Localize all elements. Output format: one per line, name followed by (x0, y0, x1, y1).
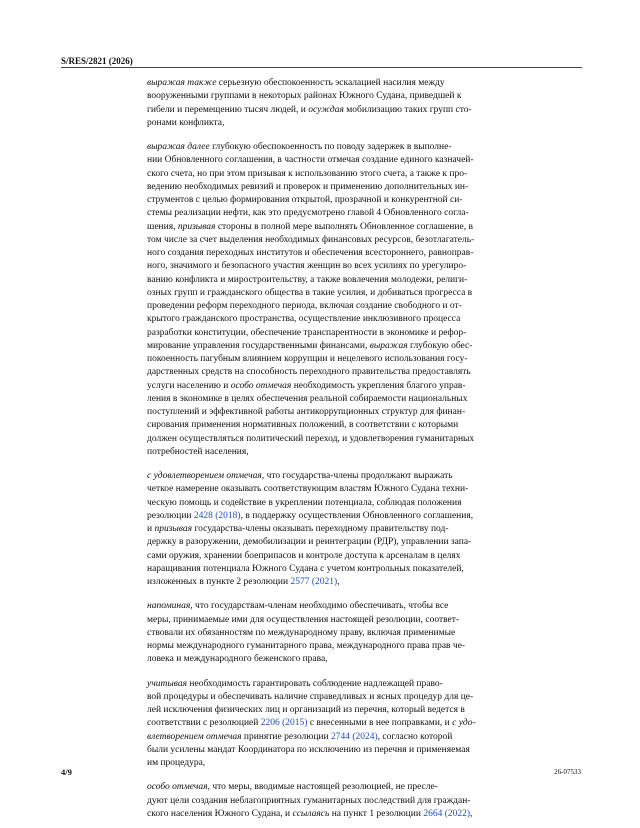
text-run: , в поддержку осуществления Обновленного соглашения, (240, 510, 474, 521)
header-rule (61, 67, 582, 68)
text-line (147, 117, 581, 130)
text-run: ского населения Южного Судана, и (147, 808, 293, 819)
text-run: потребностей населения, (147, 446, 249, 457)
italic-phrase: выражая (369, 340, 408, 351)
italic-phrase: учитывая (147, 678, 188, 689)
text-line (147, 717, 581, 730)
text-line (147, 353, 581, 366)
text-line (147, 563, 581, 576)
text-run: разработки конституции, обеспечение транспарентности в экономике и рефор- (147, 327, 467, 338)
text-line (147, 313, 581, 326)
text-run: стемы реализации нефти, как это предусмотрено главой 4 Обновленного согла- (147, 208, 469, 219)
text-run: дарственных средств на способность переходного правительства предоставлять (147, 367, 471, 378)
text-run: на пункт 1 резолюции (329, 808, 424, 819)
text-line (147, 154, 581, 167)
text-run: соответствии с резолюцией (147, 718, 261, 729)
text-run: мирование управления государственными финансами, (147, 340, 370, 351)
text-run: должен осуществляться политический переход, и удовлетворения гуманитарных (147, 433, 475, 444)
text-run: дуют цели создания неблагоприятных гуманитарных последствий для граждан- (147, 795, 471, 806)
text-line (147, 510, 581, 523)
resolution-link[interactable]: 2664 (2022) (423, 808, 471, 819)
text-run: , что меры, вводимые настоящей резолюцией, не пресле- (207, 782, 438, 793)
italic-phrase: особо отмечая (147, 782, 208, 793)
page-number: 4/9 (61, 767, 72, 777)
text-line (147, 757, 581, 770)
text-run: нии Обновленного соглашения, в частности отмечая создание единого казначей- (147, 155, 474, 166)
text-line (147, 704, 581, 717)
italic-phrase: выражая также (147, 78, 217, 88)
text-run: ного создания переходных институтов и обеспечения всестороннего, равноправ- (147, 248, 474, 258)
text-run: струментов с целью формирования открытой, прозрачной и конкурентной си- (147, 195, 463, 205)
text-line (147, 536, 581, 549)
text-line (147, 640, 581, 653)
italic-phrase: с удо- (452, 718, 476, 729)
text-run: глубокую обес- (407, 340, 473, 351)
italic-phrase: влетворением отмечая (147, 731, 242, 742)
text-run: ловека и международного беженского права, (147, 654, 328, 665)
text-run: крытого гражданского пространства, осуществление инклюзивного процесса (147, 314, 461, 325)
paragraph-gap (147, 667, 581, 678)
text-run: четкое намерение оказывать соответствующим властям Южного Судана техни- (147, 484, 469, 495)
text-line (147, 795, 581, 808)
text-run: нормы международного гуманитарного права, международного права прав че- (147, 641, 466, 651)
text-run: проведении реформ переходного периода, включая создание свободного и от- (147, 301, 462, 311)
text-run: с внесенными в нее поправками, и (307, 718, 453, 729)
text-line (147, 470, 581, 483)
text-run: были усилены мандат Координатора по исключению из перечня и применяемая (147, 744, 470, 755)
resolution-body (147, 77, 581, 821)
text-run: покоенность пагубным влиянием коррупции и нецелевого использования госу- (147, 354, 468, 364)
text-run: лей исключения физических лиц и организаций из перечня, который ведется в (147, 705, 465, 715)
text-run: , (337, 577, 340, 587)
text-run: резолюции (147, 510, 194, 521)
text-line (147, 433, 581, 446)
text-line (147, 194, 581, 207)
text-run: шения, (147, 221, 178, 232)
text-run: , согласно которой (377, 731, 453, 742)
text-run: услуги населению и (147, 380, 231, 391)
text-run: сами оружия, хранении боеприпасов и контроле доступа к арсеналам в целях (147, 550, 461, 561)
italic-phrase: призывая (154, 524, 193, 534)
text-line (147, 781, 581, 794)
text-run: поступлений и эффективной работы антикоррупционных структур для финан- (147, 407, 466, 417)
paragraph-gap (147, 770, 581, 781)
text-line (147, 653, 581, 666)
text-line (147, 627, 581, 640)
resolution-link[interactable]: 2577 (2021) (290, 577, 338, 587)
text-run: меры, принимаемые ими для осуществления настоящей резолюции, соответ- (147, 614, 460, 625)
text-run: принятие резолюции (241, 731, 331, 742)
document-code: 26-07533 (554, 768, 581, 776)
text-run: , что государства-члены продолжают выражать (261, 471, 453, 481)
text-run: ванию конфликта и миростроительству, а также вовлечения молодежи, религи- (147, 274, 468, 285)
italic-phrase: напоминая (147, 601, 191, 612)
text-line (147, 274, 581, 287)
resolution-link[interactable]: 2744 (2024) (330, 731, 378, 742)
resolution-link[interactable]: 2206 (2015) (260, 718, 308, 729)
text-line (147, 300, 581, 313)
text-run: ления в экономике в целях обеспечения реальной собираемости национальных (147, 393, 468, 404)
text-run: мобилизацию таких групп сто- (343, 104, 472, 115)
text-line (147, 419, 581, 432)
text-run: ронами конфликта, (147, 117, 225, 128)
text-line (147, 393, 581, 406)
text-run: том числе за счет выделения необходимых финансовых ресурсов, безотлагатель- (147, 234, 475, 245)
text-line (147, 614, 581, 627)
text-line (147, 406, 581, 419)
text-line (147, 181, 581, 194)
text-line (147, 77, 581, 90)
text-line (147, 260, 581, 273)
text-line (147, 221, 581, 234)
paragraph-gap (147, 589, 581, 600)
text-line (147, 207, 581, 220)
text-line (147, 327, 581, 340)
text-line (147, 550, 581, 563)
text-line (147, 483, 581, 496)
text-line (147, 234, 581, 247)
text-line (147, 247, 581, 260)
text-line (147, 168, 581, 181)
text-run: им процедура, (147, 758, 206, 768)
text-line (147, 744, 581, 757)
italic-phrase: особо отмечая (230, 380, 292, 391)
italic-phrase: ссылаясь (292, 808, 330, 819)
text-line (147, 497, 581, 510)
document-symbol: S/RES/2821 (2026) (61, 56, 133, 66)
text-run: серьезную обеспокоенность эскалацией насилия между (216, 78, 445, 88)
text-run: необходимость укрепления благого управ- (291, 380, 466, 391)
italic-phrase: с удовлетворением отмечая (147, 471, 262, 481)
text-line (147, 141, 581, 154)
text-run: и (147, 524, 155, 534)
italic-phrase: осуждая (308, 104, 344, 115)
text-run: , (470, 808, 473, 819)
text-line (147, 691, 581, 704)
text-line (147, 446, 581, 459)
text-run: ствовали их обязанностям по международному праву, включая применимые (147, 627, 456, 638)
text-line (147, 380, 581, 393)
text-run: сирования применения нормативных положений, в соответствии с которыми (147, 420, 459, 431)
text-line (147, 104, 581, 117)
text-run: изложенных в пункте 2 резолюции (147, 577, 291, 587)
text-run: наращивания потенциала Южного Судана с учетом контрольных показателей, (147, 563, 464, 574)
text-run: ческую помощь и содействие в укреплении потенциала, соблюдая положения (147, 497, 462, 508)
text-line (147, 90, 581, 103)
italic-phrase: выражая далее (147, 142, 210, 152)
text-run: ного, значимого и безопасного участия женщин во всех усилиях по урегулиро- (147, 261, 467, 272)
paragraph-gap (147, 459, 581, 470)
text-run: вой процедуры и обеспечивать наличие справедливых и ясных процедур для це- (147, 691, 474, 702)
italic-phrase: призывая (177, 221, 216, 232)
text-line (147, 678, 581, 691)
text-run: , что государствам-членам необходимо обеспечивать, чтобы все (190, 601, 449, 612)
text-run: ведению необходимых ревизий и проверок и применению дополнительных ин- (147, 181, 469, 192)
paragraph-gap (147, 130, 581, 141)
text-run: стороны в полной мере выполнять Обновленное соглашение, в (215, 221, 473, 232)
text-line (147, 366, 581, 379)
text-line (147, 340, 581, 353)
text-line (147, 808, 581, 821)
text-run: держку в разоружении, демобилизации и реинтеграции (РДР), управлении запа- (147, 537, 472, 548)
text-run: ского счета, но при этом призывая к использованию этого счета, а также к про- (147, 168, 468, 179)
text-line (147, 576, 581, 589)
text-run: вооруженными группами в некоторых районах Южного Судана, приведшей к (147, 91, 462, 102)
text-run: глубокую обеспокоенность по поводу задержек в выполне- (209, 142, 452, 152)
text-run: озных групп и гражданского общества в такие усилия, и добиваться прогресса в (147, 287, 473, 298)
text-line (147, 600, 581, 613)
text-run: гибели и перемещению тысяч людей, и (147, 104, 309, 115)
text-run: необходимость гарантировать соблюдение надлежащей право- (187, 678, 443, 689)
resolution-link[interactable]: 2428 (2018) (193, 510, 241, 521)
text-run: государства-члены оказывать переходному правительству под- (192, 524, 449, 534)
text-line (147, 523, 581, 536)
text-line (147, 731, 581, 744)
text-line (147, 287, 581, 300)
